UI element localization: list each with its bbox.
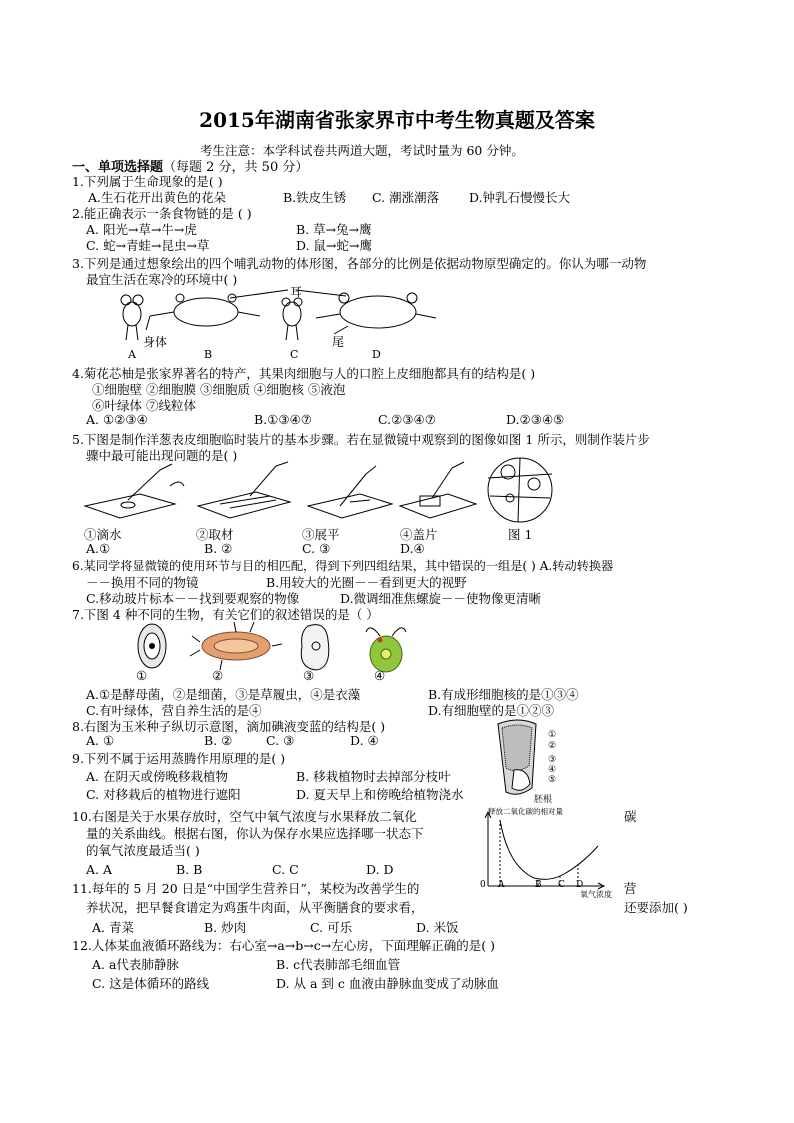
- q7-option-d: D.有细胞壁的是①②③: [428, 703, 555, 718]
- q3-label-d: D: [372, 348, 381, 361]
- q9-stem: 9.下列不属于运用蒸腾作用原理的是( ): [72, 751, 286, 766]
- q4-items-line1: ①细胞壁 ②细胞膜 ③细胞质 ④细胞核 ⑤液泡: [92, 382, 346, 397]
- q1-option-b: B.铁皮生锈: [283, 190, 347, 205]
- q8-fig-label-4: ④: [548, 765, 557, 775]
- q10-option-c: C. C: [272, 862, 299, 877]
- q4-option-a: A. ①②③④: [86, 412, 148, 427]
- q3-label-c: C: [290, 348, 299, 361]
- q5-steps-figure: [80, 456, 560, 526]
- q5-step-4: ④盖片: [400, 527, 438, 542]
- page-title: 2015年湖南省张家界市中考生物真题及答案: [199, 108, 595, 132]
- q9-option-a: A. 在阴天或傍晚移栽植物: [86, 769, 228, 784]
- q11-stem-line1: 11.每年的 5 月 20 日是“中国学生营养日”，某校为改善学生的: [72, 881, 420, 896]
- q6-option-a-cont: －－换用不同的物镜: [86, 575, 199, 590]
- q3-stem-line1: 3.下列是通过想象绘出的四个哺乳动物的体形图，各部分的比例是依据动物原型确定的。你认为哪一动物: [72, 256, 647, 271]
- q7-option-a: A.①是酵母菌，②是细菌，③是草履虫，④是衣藻: [86, 687, 361, 702]
- q6-option-c: C.移动玻片标本－－找到要观察的物像: [86, 591, 300, 606]
- q12-option-d: D. 从 a 到 c 血液由静脉血变成了动脉血: [276, 976, 499, 991]
- q3-label-a: A: [128, 348, 136, 361]
- q10-option-d: D. D: [366, 862, 394, 877]
- q10-chart-tick-c: C: [558, 880, 565, 890]
- q7-stem: 7.下图 4 种不同的生物，有关它们的叙述错误的是（ ）: [72, 607, 379, 622]
- q8-stem: 8.右图为玉米种子纵切示意图，滴加碘液变蓝的结构是( ): [72, 719, 386, 734]
- q8-fig-label-1: ①: [548, 730, 557, 740]
- q10-stem-line2: 量的关系曲线。根据右图，你认为保存水果应选择哪一状态下: [86, 826, 424, 841]
- q11-stem-line2: 养状况，把早餐食谱定为鸡蛋牛肉面，从平衡膳食的要求看，: [86, 900, 424, 915]
- q12-option-a: A. a代表肺静脉: [92, 957, 179, 972]
- q7-option-c: C.有叶绿体，营自养生活的是④: [86, 703, 262, 718]
- q10-stem-line1: 10.右图是关于水果存放时，空气中氧气浓度与水果释放二氧化: [72, 809, 417, 824]
- q4-stem: 4.菊花芯柚是张家界著名的特产，其果肉细胞与人的口腔上皮细胞都具有的结构是( ): [72, 366, 536, 381]
- q5-stem-line1: 5.下图是制作洋葱表皮细胞临时装片的基本步骤。若在显微镜中观察到的图像如图 1 所示，则制作装片步: [72, 432, 650, 447]
- q10-chart-x-label: 氧气浓度: [580, 890, 612, 899]
- q4-option-d: D.②③④⑤: [506, 412, 565, 427]
- q7-option-b: B.有成形细胞核的是①③④: [428, 687, 579, 702]
- q6-option-d: D.微调细准焦螺旋－－使物像更清晰: [340, 591, 542, 606]
- q4-items-line2: ⑥叶绿体 ⑦线粒体: [92, 398, 196, 413]
- q2-option-c: C. 蛇→青蛙→昆虫→草: [86, 238, 210, 253]
- q8-option-d: D. ④: [350, 733, 379, 748]
- q1-stem: 1.下列属于生命现象的是( ): [72, 174, 223, 189]
- q3-ear-label: 耳: [290, 285, 303, 299]
- q8-fig-label-3: ③: [548, 755, 557, 765]
- q10-stem-tail: 碳: [624, 809, 637, 824]
- q5-step-2: ②取材: [196, 527, 234, 542]
- section-title: 一、单项选择题: [72, 160, 164, 175]
- q2-option-a: A. 阳光→草→牛→虎: [86, 222, 197, 237]
- q1-option-d: D.钟乳石慢慢长大: [469, 190, 571, 205]
- q10-chart-tick-d: D: [576, 880, 584, 890]
- q3-stem-line2: 最宜生活在寒冷的环境中( ): [86, 272, 238, 287]
- q3-tail-label: 尾: [332, 335, 345, 349]
- exam-notice: 考生注意：本学科试卷共两道大题，考试时量为 60 分钟。: [200, 143, 524, 158]
- q1-option-c: C. 潮涨潮落: [372, 190, 440, 205]
- q12-stem: 12.人体某血液循环路线为：右心室→a→b→c→左心房，下面理解正确的是( ): [72, 938, 495, 953]
- q5-option-c: C. ③: [302, 541, 331, 556]
- q8-fig-label-2: ②: [548, 741, 557, 751]
- q9-option-c: C. 对移栽后的植物进行遮阳: [86, 787, 241, 802]
- q2-option-d: D. 鼠→蛇→鹰: [296, 238, 372, 253]
- q8-option-b: B. ②: [204, 733, 233, 748]
- q10-chart-curve: [500, 820, 598, 879]
- q8-option-a: A. ①: [86, 733, 115, 748]
- q11-option-d: D. 米饭: [416, 920, 459, 935]
- q8-corn-seed-figure: [492, 718, 544, 800]
- q9-option-b: B. 移栽植物时去掉部分枝叶: [296, 769, 451, 784]
- q8-fig-label-5: ⑤: [548, 775, 557, 785]
- q5-figure-1-label: 图 1: [508, 527, 533, 542]
- q7-label-1: ①: [136, 668, 148, 683]
- q8-option-c: C. ③: [266, 733, 295, 748]
- q12-option-b: B. c代表肺部毛细血管: [276, 957, 401, 972]
- q10-chart-y-label: 释放二氧化碳的相对量: [488, 807, 563, 816]
- q10-option-b: B. B: [176, 862, 203, 877]
- q12-option-c: C. 这是体循环的路线: [92, 976, 210, 991]
- q5-step-3: ③展平: [302, 527, 340, 542]
- q8-fig-label-radicle: 胚根: [534, 795, 553, 805]
- q11-option-b: B. 炒肉: [204, 920, 247, 935]
- q10-chart-origin: 0: [480, 880, 486, 890]
- q6-stem: 6.某同学将显微镜的使用环节与目的相匹配，得到下列四组结果，其中错误的一组是( ) A.转动转换器: [72, 559, 614, 573]
- q5-option-b: B. ②: [204, 541, 233, 556]
- q6-option-b: B.用较大的光圈－－看到更大的视野: [266, 575, 467, 590]
- q3-label-b: B: [204, 348, 213, 361]
- q4-option-c: C.②③④⑦: [378, 412, 436, 427]
- q4-option-b: B.①③④⑦: [254, 412, 312, 427]
- q5-step-1: ①滴水: [84, 527, 122, 542]
- q2-stem: 2.能正确表示一条食物链的是 ( ): [72, 206, 252, 221]
- q9-option-d: D. 夏天早上和傍晚给植物浇水: [296, 787, 464, 802]
- q10-stem-line3: 的氧气浓度最适当( ): [86, 843, 200, 858]
- q10-chart-tick-a: A: [498, 880, 505, 890]
- q1-option-a: A.生石花开出黄色的花朵: [88, 190, 227, 205]
- q10-chart-tick-b: B: [535, 880, 542, 890]
- q7-label-4: ④: [374, 668, 386, 683]
- q11-option-c: C. 可乐: [310, 920, 353, 935]
- q7-label-2: ②: [212, 668, 224, 683]
- q10-chart-y-axis: [485, 812, 491, 886]
- q3-body-label: 身体: [143, 335, 168, 349]
- q7-label-3: ③: [303, 668, 315, 683]
- q3-animal-figure: [110, 282, 440, 362]
- q11-option-a: A. 青菜: [92, 920, 134, 935]
- q5-stem-line2: 骤中最可能出现问题的是( ): [86, 448, 238, 463]
- q5-option-d: D.④: [400, 541, 425, 556]
- q10-option-a: A. A: [86, 862, 113, 877]
- q5-option-a: A.①: [86, 541, 111, 556]
- q11-stem-tail1: 营: [624, 881, 637, 896]
- section-note: （每题 2 分，共 50 分）: [163, 160, 309, 175]
- q11-stem-tail2: 还要添加( ): [624, 900, 688, 915]
- q2-option-b: B. 草→兔→鹰: [296, 222, 372, 237]
